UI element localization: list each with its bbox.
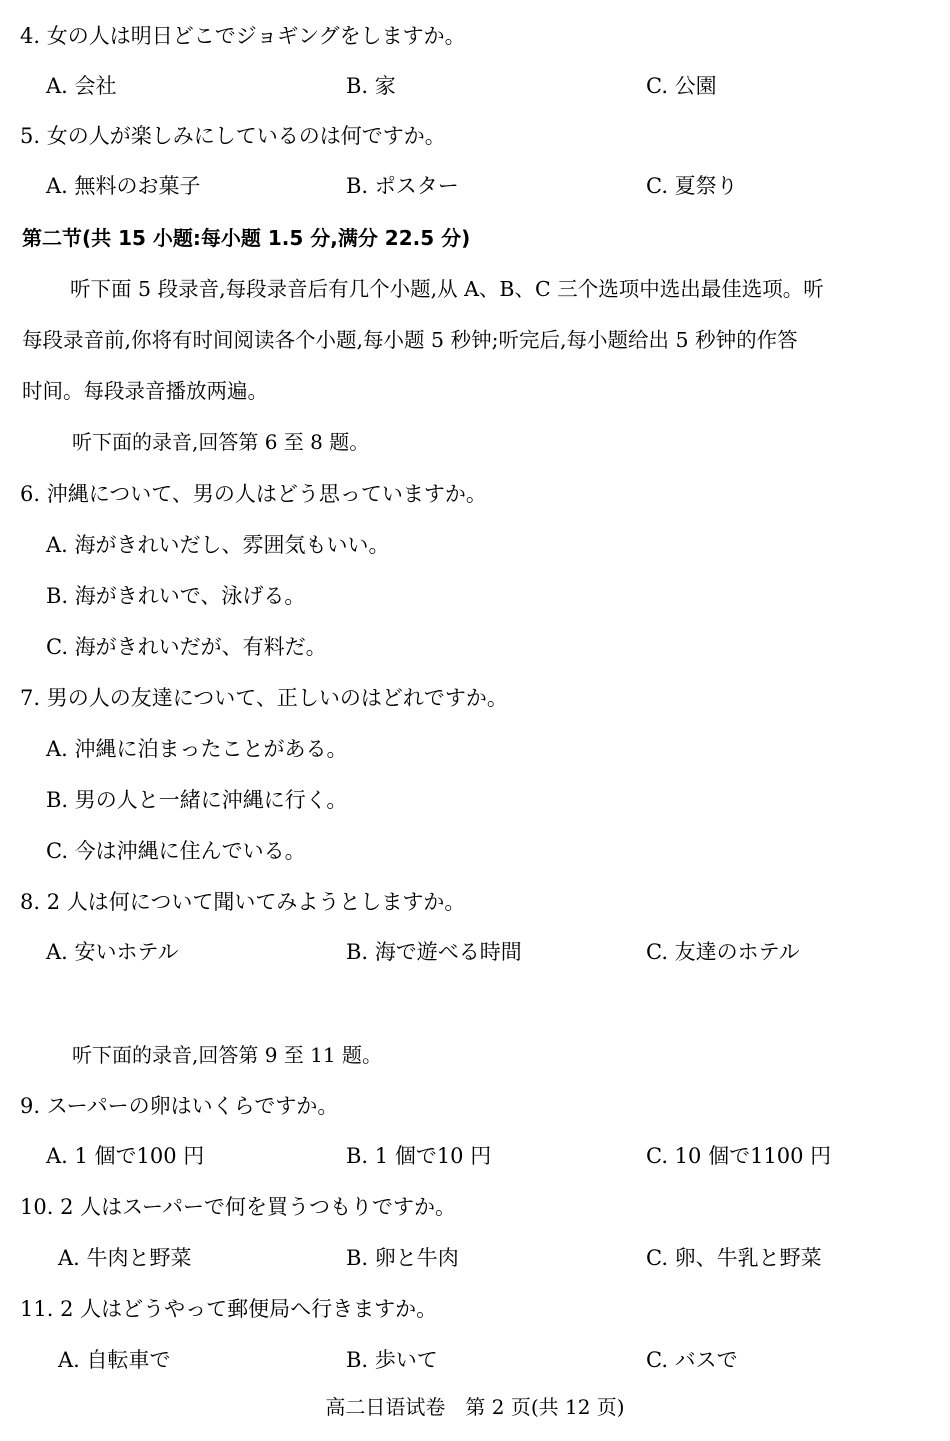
section-heading: 第二节(共 15 小题:每小题 1.5 分,满分 22.5 分) xyxy=(22,226,471,250)
question-5-option-c: C. 夏祭り xyxy=(646,174,738,198)
instruction-line-2: 每段录音前,你将有时间阅读各个小题,每小题 5 秒钟;听完后,每小题给出 5 秒钟的作答 xyxy=(22,328,798,352)
question-11-option-a: A. 自転車で xyxy=(58,1348,171,1372)
question-8-stem: 8. 2 人は何について聞いてみようとしますか。 xyxy=(20,890,466,914)
question-10-option-a: A. 牛肉と野菜 xyxy=(58,1246,192,1270)
page-footer: 高二日语试卷 第 2 页(共 12 页) xyxy=(325,1395,625,1419)
question-4-option-a: A. 会社 xyxy=(46,74,117,98)
question-4-option-b: B. 家 xyxy=(346,74,396,98)
question-5-option-a: A. 無料のお菓子 xyxy=(46,174,201,198)
question-5-stem: 5. 女の人が楽しみにしているのは何ですか。 xyxy=(20,124,446,148)
question-9-option-a: A. 1 個で100 円 xyxy=(46,1144,205,1168)
question-6-option-b: B. 海がきれいで、泳げる。 xyxy=(46,584,306,608)
question-8-option-c: C. 友達のホテル xyxy=(646,940,800,964)
question-9-stem: 9. スーパーの卵はいくらですか。 xyxy=(20,1094,339,1118)
question-6-stem: 6. 沖縄について、男の人はどう思っていますか。 xyxy=(20,482,487,506)
question-10-option-b: B. 卵と牛肉 xyxy=(346,1246,459,1270)
question-7-option-c: C. 今は沖縄に住んでいる。 xyxy=(46,839,306,863)
question-7-option-a: A. 沖縄に泊まったことがある。 xyxy=(46,737,348,761)
instruction-line-1: 听下面 5 段录音,每段录音后有几个小题,从 A、B、C 三个选项中选出最佳选项。听 xyxy=(70,277,824,301)
question-4-option-c: C. 公園 xyxy=(646,74,717,98)
question-4-stem: 4. 女の人は明日どこでジョギングをしますか。 xyxy=(20,24,466,48)
question-8-option-b: B. 海で遊べる時間 xyxy=(346,940,522,964)
question-6-option-a: A. 海がきれいだし、雰囲気もいい。 xyxy=(46,533,390,557)
question-9-option-c: C. 10 個で1100 円 xyxy=(646,1144,832,1168)
instruction-line-3: 时间。每段录音播放两遍。 xyxy=(22,379,268,403)
group-intro-9-11: 听下面的录音,回答第 9 至 11 题。 xyxy=(72,1043,382,1067)
question-11-option-b: B. 歩いて xyxy=(346,1348,438,1372)
question-10-option-c: C. 卵、牛乳と野菜 xyxy=(646,1246,822,1270)
question-5-option-b: B. ポスター xyxy=(346,174,459,198)
question-6-option-c: C. 海がきれいだが、有料だ。 xyxy=(46,635,327,659)
question-9-option-b: B. 1 個で10 円 xyxy=(346,1144,492,1168)
question-7-stem: 7. 男の人の友達について、正しいのはどれですか。 xyxy=(20,686,508,710)
question-11-stem: 11. 2 人はどうやって郵便局へ行きますか。 xyxy=(20,1297,438,1321)
question-11-option-c: C. バスで xyxy=(646,1348,738,1372)
question-7-option-b: B. 男の人と一緒に沖縄に行く。 xyxy=(46,788,348,812)
question-8-option-a: A. 安いホテル xyxy=(46,940,179,964)
question-10-stem: 10. 2 人はスーパーで何を買うつもりですか。 xyxy=(20,1195,457,1219)
group-intro-6-8: 听下面的录音,回答第 6 至 8 题。 xyxy=(72,430,370,454)
